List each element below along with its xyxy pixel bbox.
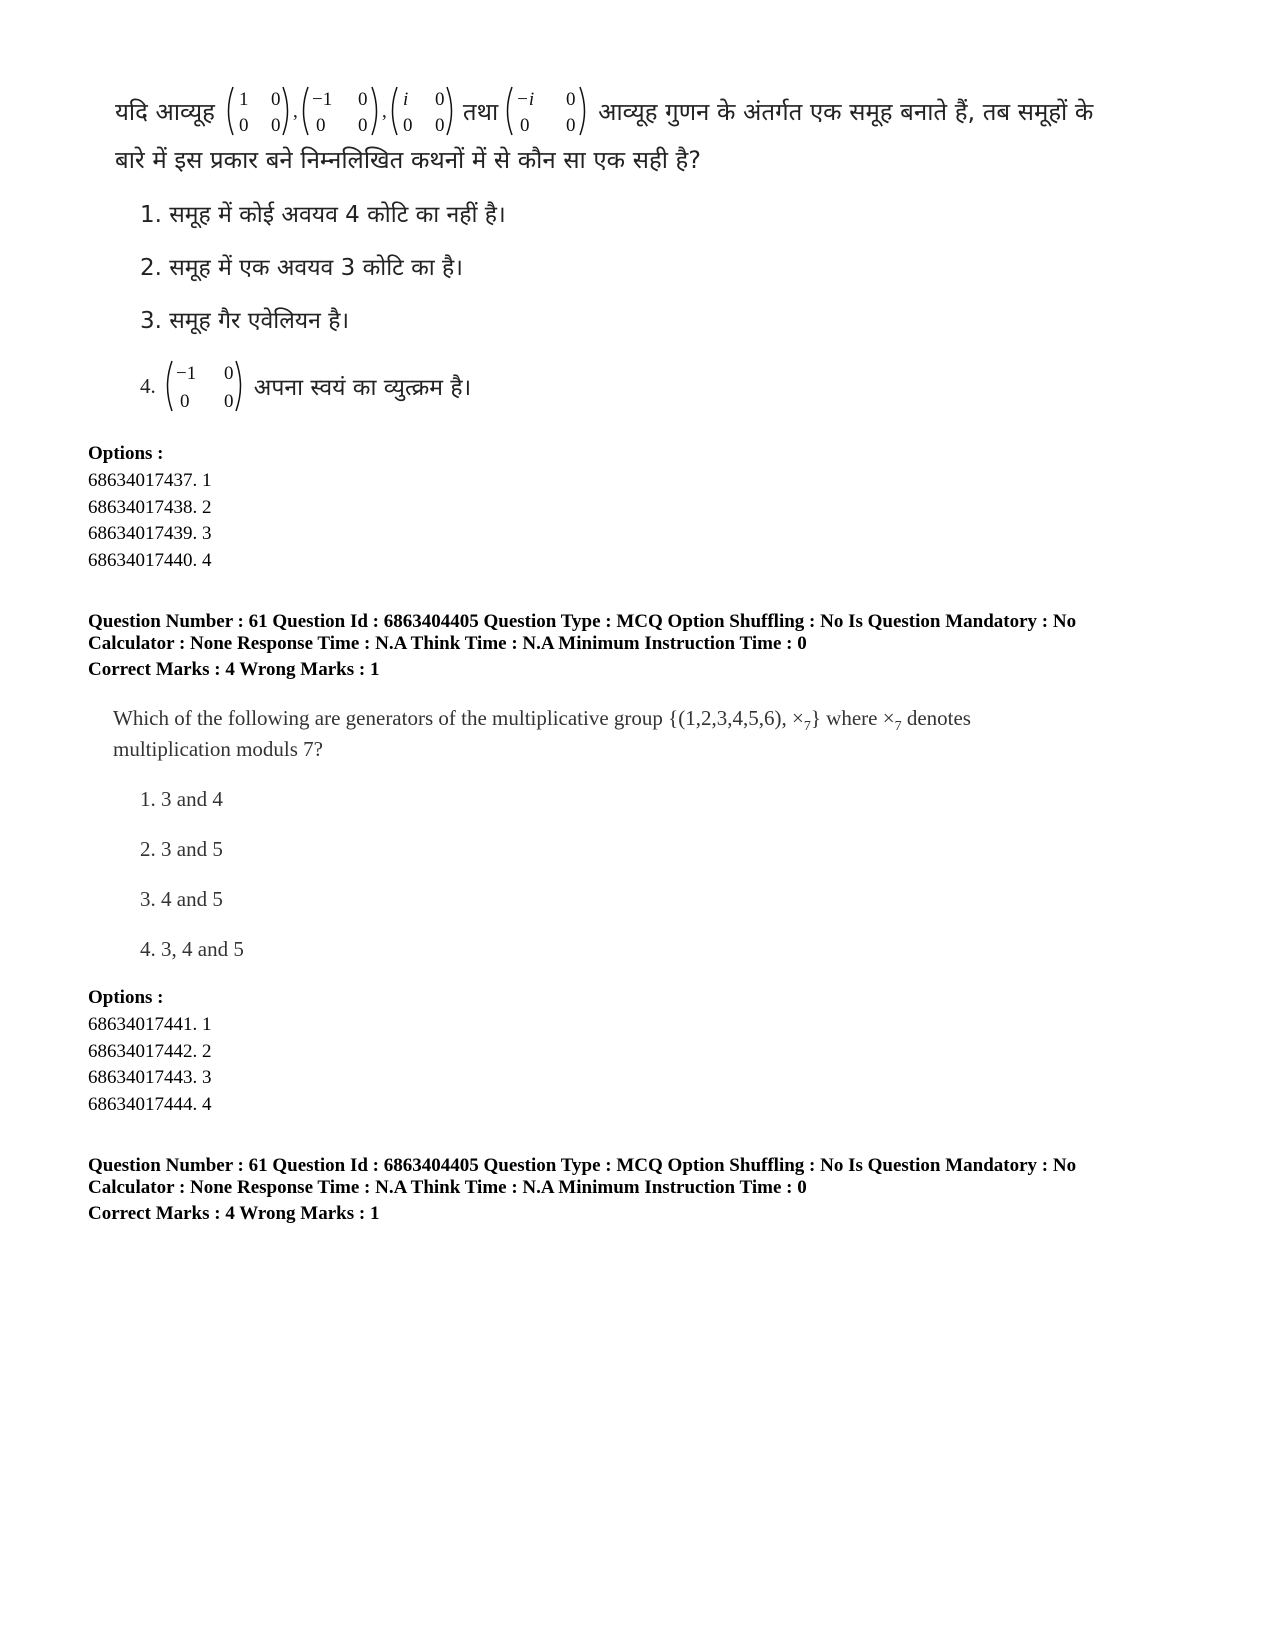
- matrix-cell: 0: [315, 115, 326, 136]
- option-row: 68634017443. 3: [88, 1067, 212, 1088]
- stem-suffix: आव्यूह गुणन के अंतर्गत एक समूह बनाते हैं, तब समूहों के: [598, 97, 1094, 126]
- matrix-i: [387, 83, 457, 139]
- matrix-cell: −i: [516, 89, 535, 110]
- matrix-cell: 0: [357, 89, 368, 110]
- options-heading: Options :: [88, 987, 164, 1008]
- matrix-cell: 0: [270, 89, 281, 110]
- matrix-cell: 0: [357, 115, 368, 136]
- question-stem-line2: multiplication moduls 7?: [113, 737, 323, 761]
- option-row: 68634017439. 3: [88, 523, 212, 544]
- options-heading: Options :: [88, 443, 164, 464]
- question-marks: Correct Marks : 4 Wrong Marks : 1: [88, 1203, 380, 1224]
- matrix-cell: 0: [566, 115, 576, 136]
- matrix-identity: [223, 83, 293, 139]
- choice-4-number: 4.: [140, 373, 156, 398]
- separator: ,: [381, 99, 387, 122]
- matrix-cell: 0: [434, 115, 445, 136]
- matrix-cell: 0: [179, 391, 190, 412]
- question-stem-line2: बारे में इस प्रकार बने निम्नलिखित कथनों में से कौन सा एक सही है?: [115, 146, 702, 174]
- question-meta-line1: Question Number : 61 Question Id : 6863404405 Question Type : MCQ Option Shuffling : No Is Question Mandatory : No: [88, 1155, 1077, 1176]
- option-row: 68634017437. 1: [88, 470, 212, 491]
- matrix-cell: −1: [175, 363, 196, 384]
- choice-1: 1. समूह में कोई अवयव 4 कोटि का नहीं है।: [140, 202, 506, 228]
- choice-4-text: अपना स्वयं का व्युत्क्रम है।: [253, 375, 472, 401]
- matrix-cell: 0: [238, 115, 249, 136]
- matrix-negative-i: [502, 83, 590, 139]
- stem-prefix: यदि आव्यूह: [115, 97, 215, 126]
- matrix-cell: 1: [238, 89, 249, 110]
- matrix-cell: 0: [223, 391, 234, 412]
- option-row: 68634017444. 4: [88, 1094, 212, 1115]
- subscript: 7: [803, 719, 811, 735]
- matrix-cell: 0: [434, 89, 445, 110]
- choice-4: 4. 3, 4 and 5: [140, 937, 244, 961]
- matrix-negative-one: [298, 83, 382, 139]
- matrix-cell: 0: [520, 115, 530, 136]
- question-marks: Correct Marks : 4 Wrong Marks : 1: [88, 659, 380, 680]
- matrix-cell: 0: [223, 363, 234, 384]
- stem-part: } where ×: [810, 706, 895, 730]
- option-row: 68634017442. 2: [88, 1041, 212, 1062]
- option-row: 68634017438. 2: [88, 497, 212, 518]
- matrix-cell: 0: [270, 115, 281, 136]
- choice-3: 3. 4 and 5: [140, 887, 223, 911]
- question-meta-line2: Calculator : None Response Time : N.A Think Time : N.A Minimum Instruction Time : 0: [88, 633, 807, 654]
- matrix-negative-one: [162, 357, 246, 415]
- question-stem-line1: [115, 86, 1093, 136]
- subscript: 7: [894, 719, 902, 735]
- separator: ,: [292, 99, 298, 122]
- matrix-cell: −1: [311, 89, 333, 110]
- choice-2: 2. समूह में एक अवयव 3 कोटि का है।: [140, 255, 463, 281]
- option-row: 68634017440. 4: [88, 550, 212, 571]
- option-row: 68634017441. 1: [88, 1014, 212, 1035]
- matrix-cell: 0: [402, 115, 413, 136]
- stem-part: Which of the following are generators of the multiplicative group {(1,2,3,4,5,6), ×: [113, 706, 804, 730]
- question-meta-line2: Calculator : None Response Time : N.A Think Time : N.A Minimum Instruction Time : 0: [88, 1177, 807, 1198]
- question-stem-line1: [113, 706, 971, 735]
- matrix-cell: 0: [566, 89, 576, 110]
- question-meta-line1: Question Number : 61 Question Id : 6863404405 Question Type : MCQ Option Shuffling : No Is Question Mandatory : No: [88, 611, 1077, 632]
- choice-3: 3. समूह गैर एवेलियन है।: [140, 308, 350, 334]
- stem-part: denotes: [901, 706, 971, 730]
- conjunction: तथा: [462, 97, 499, 126]
- choice-2: 2. 3 and 5: [140, 837, 223, 861]
- matrix-cell: i: [402, 89, 409, 110]
- choice-1: 1. 3 and 4: [140, 787, 223, 811]
- choice-4: [140, 356, 471, 416]
